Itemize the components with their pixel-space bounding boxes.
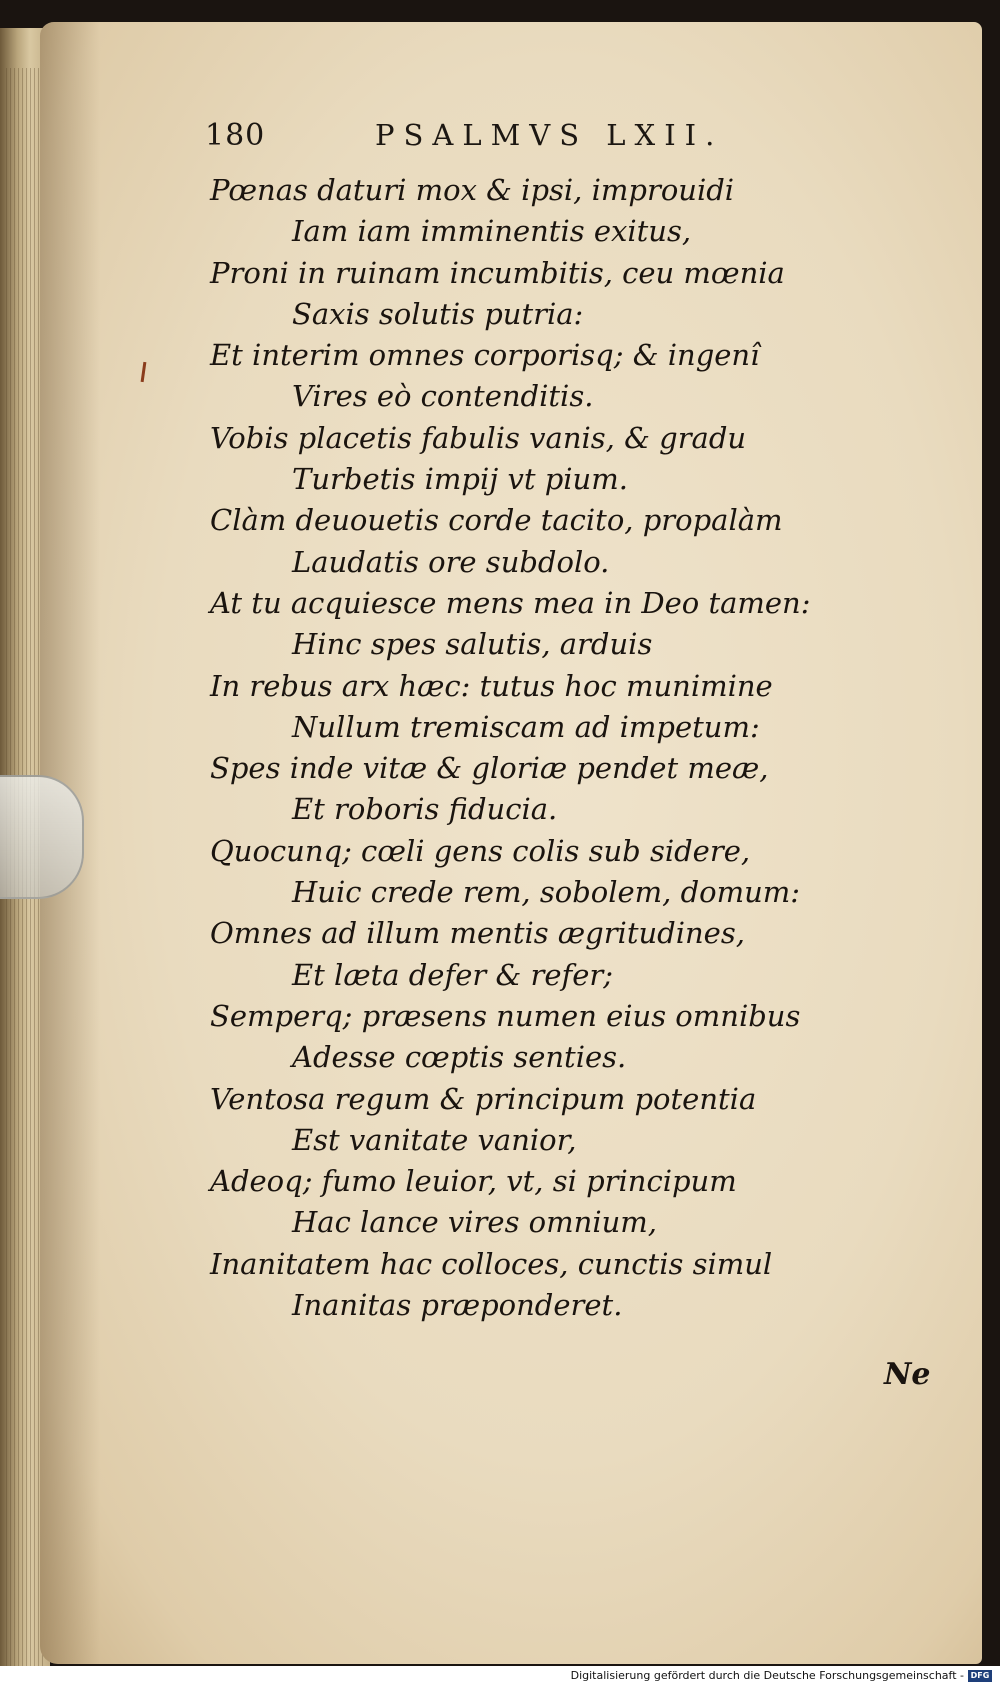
psalm-verse-text	[0, 170, 1000, 1326]
digitization-credit	[0, 1666, 1000, 1686]
verse-line: Hac lance vires omnium,	[292, 1205, 657, 1240]
verse-line: Vobis placetis fabulis vanis, & gradu	[210, 420, 747, 455]
page-header	[205, 118, 765, 158]
verse-line: Ventosa regum & principum potentia	[210, 1081, 757, 1116]
verse-line: At tu acquiesce mens mea in Deo tamen:	[210, 585, 811, 620]
verse-line: Hinc spes salutis, arduis	[292, 627, 653, 662]
verse-line: Turbetis impij vt pium.	[292, 462, 628, 497]
verse-line: Spes inde vitæ & gloriæ pendet meæ,	[210, 751, 769, 786]
verse-line: Clàm deuouetis corde tacito, propalàm	[210, 503, 783, 538]
page-number: 180	[205, 118, 266, 153]
verse-line: In rebus arx hæc: tutus hoc munimine	[210, 668, 773, 703]
verse-line: Pœnas daturi mox & ipsi, improuidi	[210, 173, 735, 207]
verse-line: Nullum tremiscam ad impetum:	[292, 709, 760, 744]
verse-line: Et læta defer & refer;	[292, 957, 614, 992]
verse-line: Et interim omnes corporisq; & ingenî	[210, 338, 760, 373]
verse-line: Adesse cœptis senties.	[292, 1040, 627, 1075]
catchword: Ne	[884, 1357, 931, 1392]
dfg-logo-icon: DFG	[968, 1670, 992, 1682]
verse-line: Adeoq; fumo leuior, vt, si principum	[210, 1164, 737, 1199]
verse-line: Saxis solutis putria:	[292, 296, 584, 331]
verse-line: Iam iam imminentis exitus,	[292, 214, 692, 249]
verse-line: Huic crede rem, sobolem, domum:	[292, 875, 801, 910]
verse-line: Vires eò contenditis.	[292, 379, 594, 414]
running-title: PSALMVS LXII.	[375, 118, 724, 152]
verse-line: Quocunq; cœli gens colis sub sidere,	[210, 833, 751, 868]
verse-line: Semperq; præsens numen eius omnibus	[210, 998, 801, 1033]
credit-text: Digitalisierung gefördert durch die Deutsche Forschungsgemeinschaft -	[570, 1669, 964, 1682]
verse-line: Laudatis ore subdolo.	[292, 544, 610, 579]
verse-line: Inanitatem hac colloces, cunctis simul	[210, 1246, 773, 1281]
verse-line: Inanitas præponderet.	[292, 1288, 623, 1323]
verse-line: Est vanitate vanior,	[292, 1122, 577, 1157]
verse-line: Et roboris fiducia.	[292, 792, 558, 827]
verse-line: Omnes ad illum mentis ægritudines,	[210, 916, 745, 951]
verse-line: Proni in ruinam incumbitis, ceu mœnia	[210, 255, 785, 290]
